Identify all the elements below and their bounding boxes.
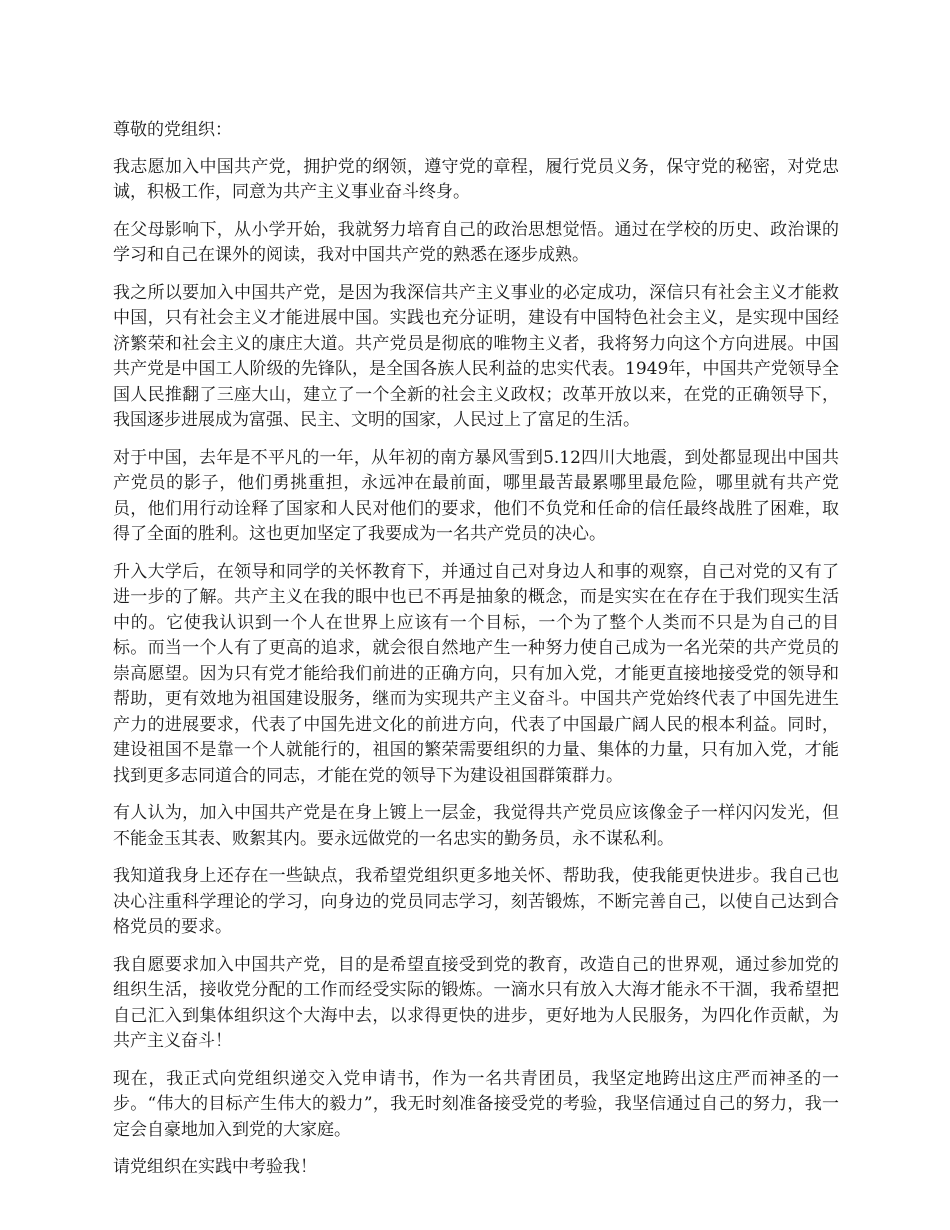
paragraph-6: 有人认为，加入中国共产党是在身上镀上一层金，我觉得共产党员应该像金子一样闪闪发光，但不能金玉其表、败絮其内。要永远做党的一名忠实的勤务员，永不谋私利。 bbox=[113, 803, 839, 849]
closing-line: 请党组织在实践中考验我！ bbox=[113, 1157, 317, 1177]
paragraph-3: 我之所以要加入中国共产党，是因为我深信共产主义事业的必定成功，深信只有社会主义才能救中国，只有社会主义才能进展中国。实践也充分证明，建设有中国特色社会主义，是实现中国经济繁荣和社会主义的康庄大道。共产党员是彻底的唯物主义者，我将努力向这个方向进展。中国共产党是中国工人阶级的先锋队，是全国各族人民利益的忠实代表。1949年，中国共产党领导全国人民推翻了三座大山，建立了一个全新的社会主义政权；改革开放以来，在党的正确领导下，我国逐步进展成为富强、民主、文明的国家，人民过上了富足的生活。 bbox=[113, 282, 839, 430]
paragraph-1: 我志愿加入中国共产党，拥护党的纲领，遵守党的章程，履行党员义务，保守党的秘密，对党忠诚，积极工作，同意为共产主义事业奋斗终身。 bbox=[113, 156, 839, 202]
paragraph-4: 对于中国，去年是不平凡的一年，从年初的南方暴风雪到5.12四川大地震，到处都显现出中国共产党员的影子，他们勇挑重担，永远冲在最前面，哪里最苦最累哪里最危险，哪里就有共产党员，他们用行动诠释了国家和人民对他们的要求，他们不负党和任命的信任最终战胜了困难，取得了全面的胜利。这也更加坚定了我要成为一名共产党员的决心。 bbox=[113, 447, 839, 544]
letter-body bbox=[113, 118, 839, 1193]
paragraph-2: 在父母影响下，从小学开始，我就努力培育自己的政治思想觉悟。通过在学校的历史、政治课的学习和自己在课外的阅读，我对中国共产党的熟悉在逐步成熟。 bbox=[113, 219, 839, 265]
paragraph-7: 我知道我身上还存在一些缺点，我希望党组织更多地关怀、帮助我，使我能更快进步。我自己也决心注重科学理论的学习，向身边的党员同志学习，刻苦锻炼，不断完善自己，以使自己达到合格党员的要求。 bbox=[113, 866, 839, 937]
paragraph-8: 我自愿要求加入中国共产党，目的是希望直接受到党的教育，改造自己的世界观，通过参加党的组织生活，接收党分配的工作而经受实际的锻炼。一滴水只有放入大海才能永不干涸，我希望把自己汇入到集体组织这个大海中去，以求得更快的进步，更好地为人民服务，为四化作贡献，为共产主义奋斗！ bbox=[113, 954, 839, 1051]
salutation: 尊敬的党组织： bbox=[113, 120, 232, 140]
paragraph-9: 现在，我正式向党组织递交入党申请书，作为一名共青团员，我坚定地跨出这庄严而神圣的一步。“伟大的目标产生伟大的毅力”，我无时刻准备接受党的考验，我坚信通过自己的努力，我一定会自豪地加入到党的大家庭。 bbox=[113, 1068, 839, 1140]
paragraph-5: 升入大学后，在领导和同学的关怀教育下，并通过自己对身边人和事的观察，自己对党的又有了进一步的了解。共产主义在我的眼中也已不再是抽象的概念，而是实实在在存在于我们现实生活中的。它使我认识到一个人在世界上应该有一个目标，一个为了整个人类而不只是为自己的目标。而当一个人有了更高的追求，就会很自然地产生一种努力使自己成为一名光荣的共产党员的崇高愿望。因为只有党才能给我们前进的正确方向，只有加入党，才能更直接地接受党的领导和帮助，更有效地为祖国建设服务，继而为实现共产主义奋斗。中国共产党始终代表了中国先进生产力的进展要求，代表了中国先进文化的前进方向，代表了中国最广阔人民的根本利益。同时，建设祖国不是靠一个人就能行的，祖国的繁荣需要组织的力量、集体的力量，只有加入党，才能找到更多志同道合的同志，才能在党的领导下为建设祖国群策群力。 bbox=[113, 561, 839, 786]
